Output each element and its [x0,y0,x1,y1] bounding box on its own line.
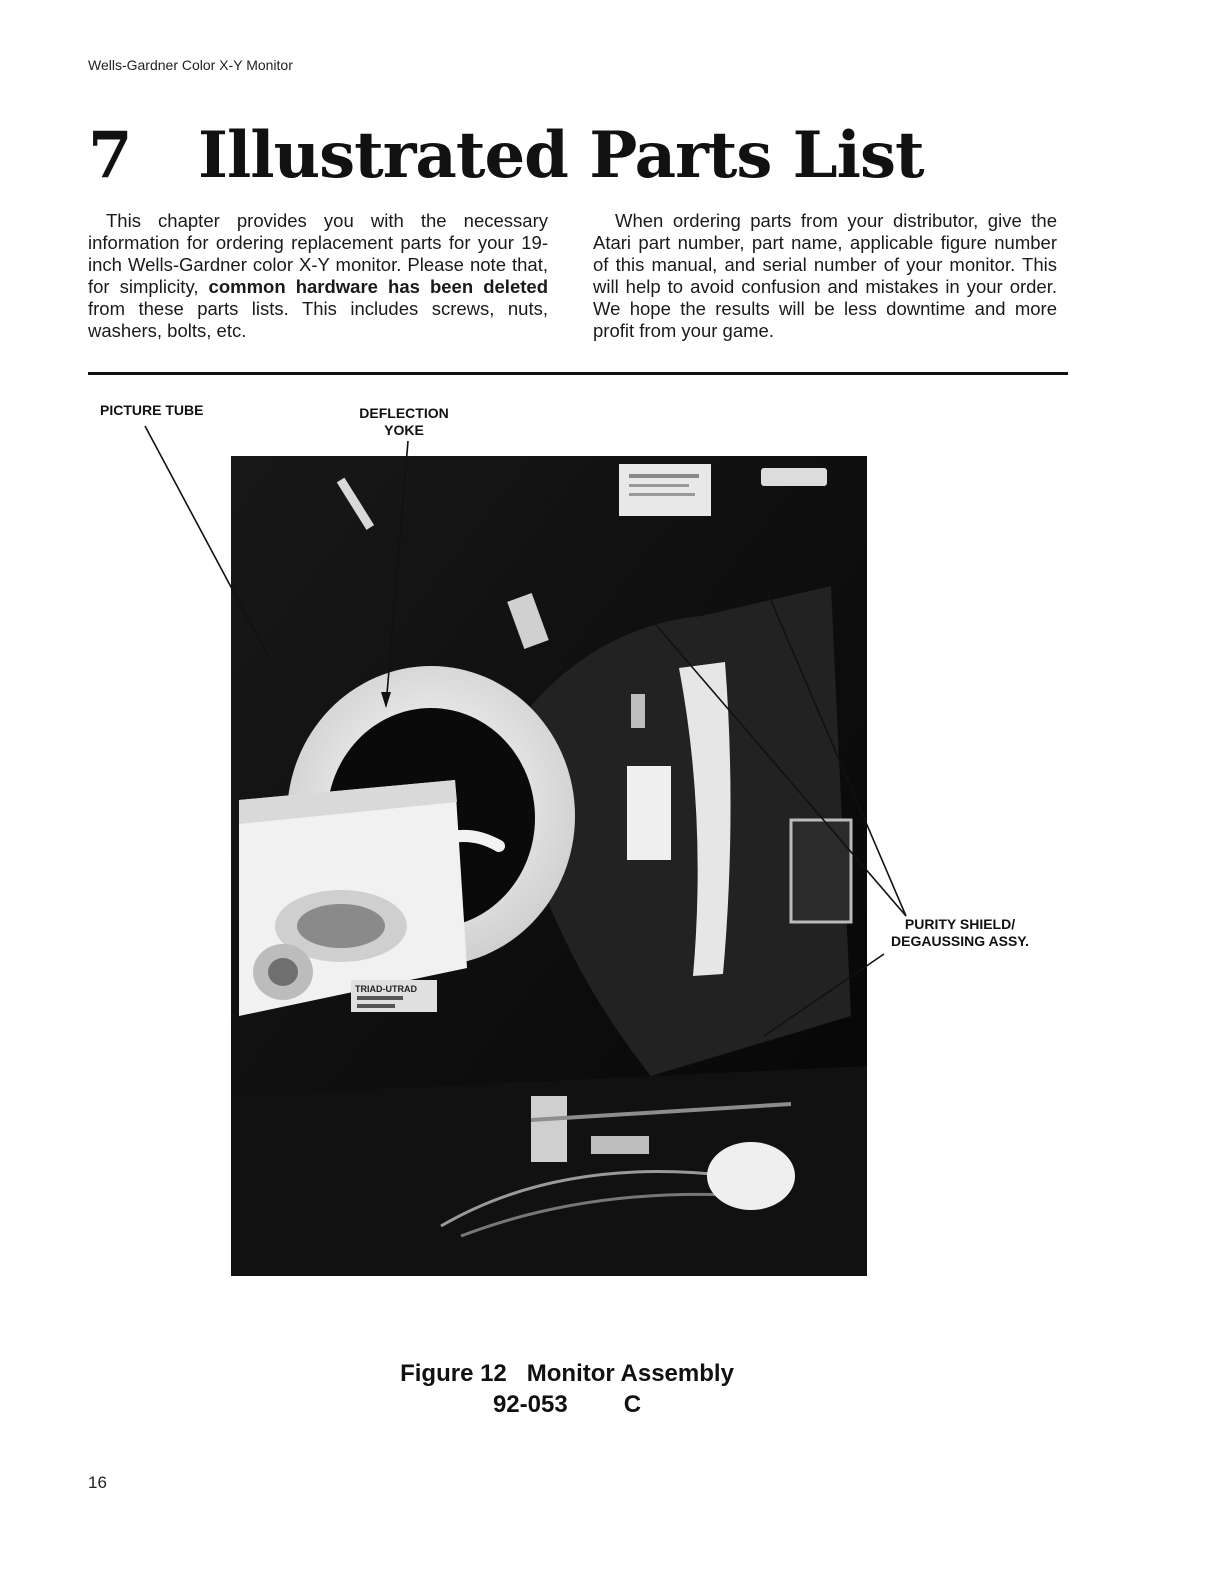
callout-purity-shield-line1: PURITY SHIELD/ [904,916,1016,932]
figure-number-code: 92-053 [492,1391,568,1418]
chapter-title [88,118,924,193]
figure-revision: C [623,1391,642,1418]
figure-caption [312,1358,822,1420]
chapter-number: 7 [88,118,132,193]
chapter-title-text: Illustrated Parts List [198,118,924,193]
intro-right-column: When ordering parts from your distributor, give the Atari part number, part name, applicable figure number of this manual, and serial number of your monitor. This will help to avoid confusion and mistakes in your order. We hope the results will be less downtime and more profit from your game. [593,210,1057,341]
intro-left-column [88,210,548,342]
callout-picture-tube: PICTURE TUBE [100,402,204,418]
section-rule [88,372,1068,375]
monitor-assembly-photo [231,456,867,1276]
callout-purity-shield-line2: DEGAUSSING ASSY. [891,933,1029,949]
figure-caption-code [312,1389,822,1420]
intro-left-text-1: This chapter provides you with the necessary information for ordering replacement parts for your 19-inch Wells-Gardner color X-Y monitor. Please note that, for simplicity, [88,210,548,297]
page-number: 16 [88,1473,107,1492]
photo-label: TRIAD-UTRAD [355,984,417,994]
callout-deflection-yoke-line2: YOKE [384,422,424,438]
callout-purity-shield [880,916,1040,950]
running-head: Wells-Gardner Color X-Y Monitor [88,57,293,73]
callout-deflection-yoke [350,405,458,439]
intro-left-text-2: from these parts lists. This includes screws, nuts, washers, bolts, etc. [88,298,548,341]
callout-deflection-yoke-line1: DEFLECTION [359,405,449,421]
intro-left-bold: common hardware has been deleted [208,276,548,297]
figure-caption-title: Figure 12 Monitor Assembly [400,1360,734,1387]
